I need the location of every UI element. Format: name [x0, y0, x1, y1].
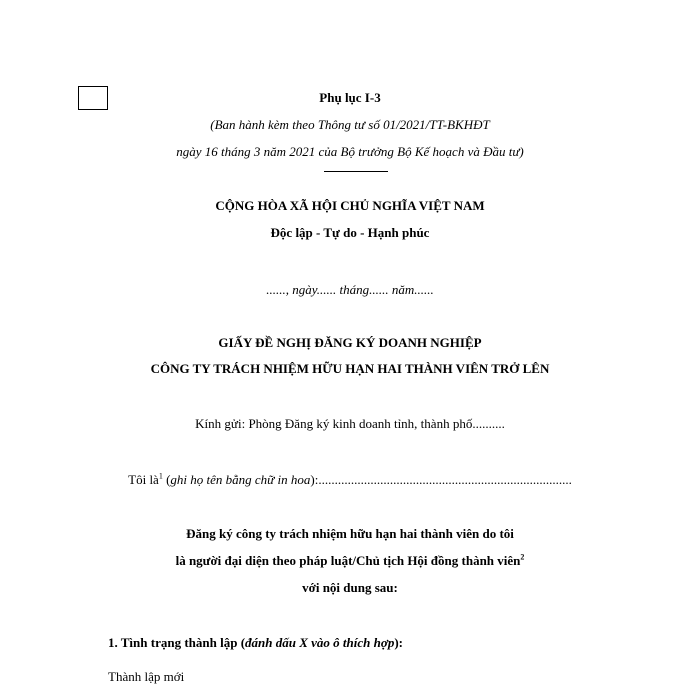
section1-heading-close: ): [394, 635, 403, 650]
date-line: ......, ngày...... tháng...... năm...... [266, 282, 434, 297]
register-line1: Đăng ký công ty trách nhiệm hữu hạn hai thành viên do tôi [186, 526, 514, 541]
recipient-line: Kính gửi: Phòng Đăng ký kinh doanh tỉnh, thành phố.......... [195, 416, 505, 431]
national-motto: Độc lập - Tự do - Hạnh phúc [270, 225, 430, 240]
declarant-open: ( [162, 472, 171, 487]
register-line2 [0, 553, 700, 569]
option-new-establishment: Thành lập mới [108, 669, 185, 684]
form-title-line1: GIẤY ĐỀ NGHỊ ĐĂNG KÝ DOANH NGHIỆP [218, 335, 482, 350]
declarant-line [0, 472, 700, 488]
header-divider [324, 171, 388, 172]
country-name: CỘNG HÒA XÃ HỘI CHỦ NGHĨA VIỆT NAM [215, 198, 485, 213]
section1-heading-hint: đánh dấu X vào ô thích hợp [245, 635, 395, 650]
footnote-ref-1: 1 [158, 471, 163, 481]
declarant-dots: ):.............................................................................. [310, 472, 572, 487]
register-line3: với nội dung sau: [302, 580, 398, 595]
footnote-ref-2: 2 [520, 552, 525, 562]
section1-heading-text: 1. Tình trạng thành lập ( [108, 635, 246, 650]
register-line2-text: là người đại diện theo pháp luật/Chủ tịch Hội đồng thành viên [175, 553, 521, 568]
section1-heading [108, 635, 403, 651]
appendix-issued-line2: ngày 16 tháng 3 năm 2021 của Bộ trưởng Bộ Kế hoạch và Đầu tư) [176, 144, 524, 159]
declarant-prefix: Tôi là [128, 472, 159, 487]
appendix-issued-line1: (Ban hành kèm theo Thông tư số 01/2021/TT-BKHĐT [210, 117, 490, 132]
appendix-title: Phụ lục I-3 [319, 90, 381, 105]
declarant-hint: ghi họ tên bằng chữ in hoa [170, 472, 311, 487]
form-title-line2: CÔNG TY TRÁCH NHIỆM HỮU HẠN HAI THÀNH VIÊN TRỞ LÊN [150, 361, 550, 376]
